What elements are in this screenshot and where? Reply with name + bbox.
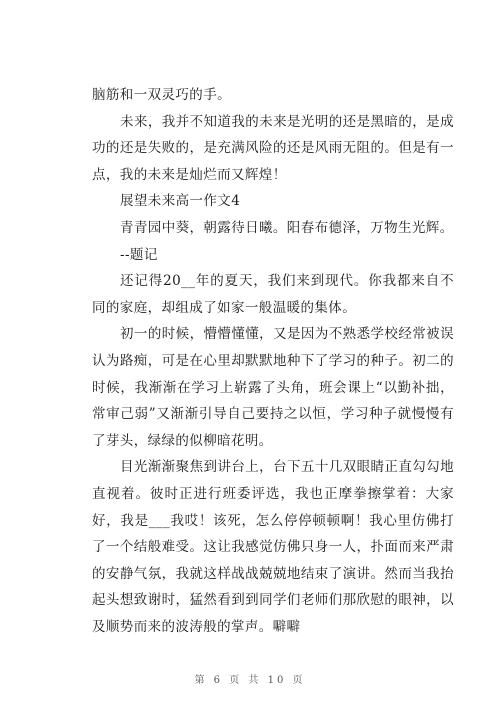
epigraph-attribution: --题记 <box>120 246 158 263</box>
essay-title: 展望未来高一作文4 <box>120 193 241 210</box>
document-body <box>92 82 454 640</box>
paragraph-8: 目光渐渐聚焦到讲台上，台下五十几双眼睛正直勾勾地直视着。彼时正进行班委评选，我也正摩拳擦掌着：大家好，我是___我哎！该死，怎么停停顿顿啊！我心里仿佛打了一个结般难受。这让我感觉仿佛只身一人，扑面而来严肃的安静气氛，我就这样战战兢兢地结束了演讲。然而当我抬起头想致谢时，猛然看到到同学们老师们那欣慰的眼神，以及顺势而来的波涛般的掌声。噼噼 <box>92 459 454 635</box>
paragraph-6: 还记得20__年的夏天，我们来到现代。你我都来自不同的家庭，却组成了如家一般温暖的集体。 <box>92 273 454 316</box>
paragraph-1: 脑筋和一双灵巧的手。 <box>92 87 231 103</box>
page-footer: 第 6 页 共 10 页 <box>194 675 306 686</box>
paragraph-7: 初一的时候，懵懵懂懂，又是因为不熟悉学校经常被误认为路痴，可是在心里却默默地种下了学习的种子。初二的时候，我渐渐在学习上崭露了头角，班会课上“以勤补拙，常审己弱”又渐渐引导自己要持之以恒，学习种子就慢慢有了芽头，绿绿的似柳暗花明。 <box>92 326 454 449</box>
paragraph-2: 未来，我并不知道我的未来是光明的还是黑暗的，是成功的还是失败的，是充满风险的还是风雨无阻的。但是有一点，我的未来是灿烂而又辉煌！ <box>92 113 454 183</box>
epigraph: 青青园中葵，朝露待日曦。阳春布德泽，万物生光辉。 <box>120 219 454 236</box>
